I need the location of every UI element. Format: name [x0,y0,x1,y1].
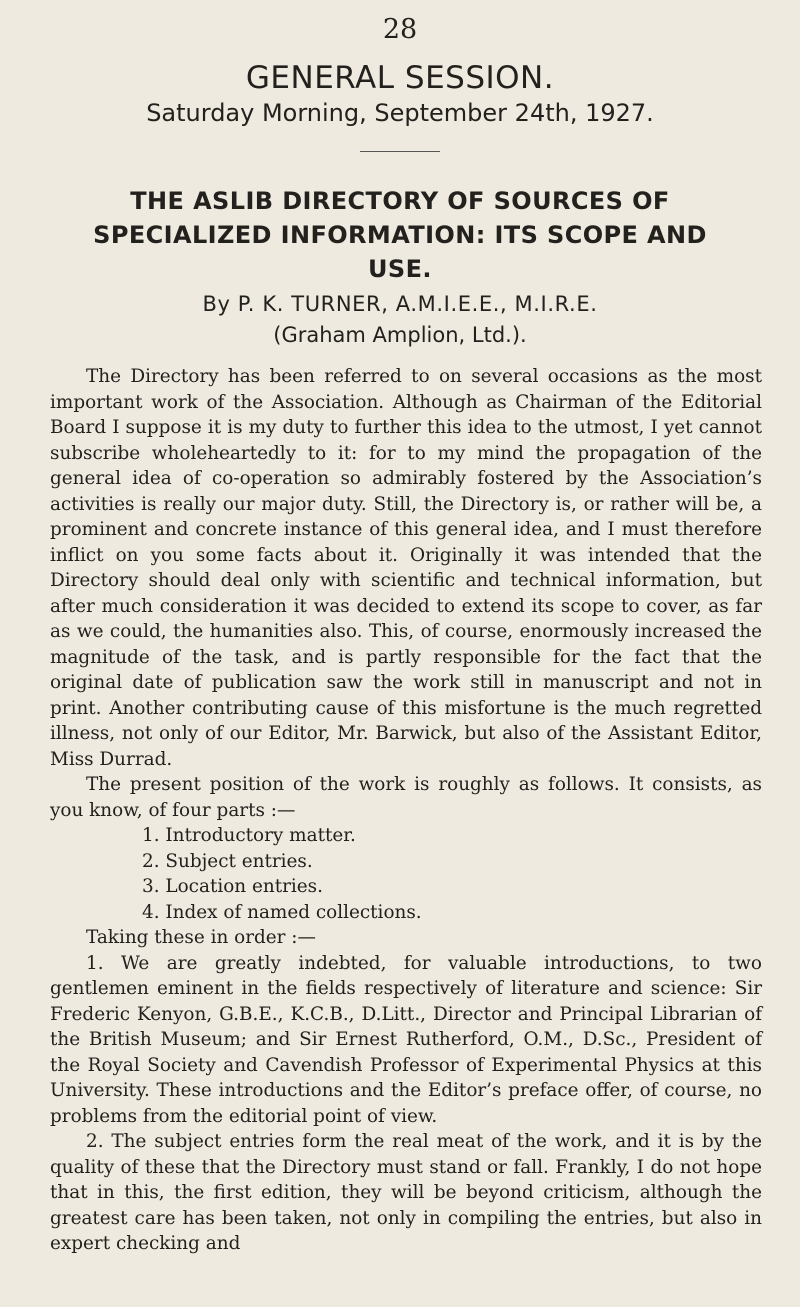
article-title: THE ASLIB DIRECTORY OF SOURCES OF SPECIALIZED INFORMATION: ITS SCOPE AND USE. [93,187,707,283]
list-item: 3. Location entries. [142,876,323,897]
list-item: 4. Index of named collections. [142,901,422,923]
author-byline: By P. K. TURNER, A.M.I.E.E., M.I.R.E. [202,292,598,316]
paragraph-subject-entries: 2. The subject entries form the real meat of the work, and it is by the quality of these that the Directory must stand or fall. Frankly, I do not hope that in this, the first edition, they will be beyond criticism, although the greatest care has been taken, not only in compiling the entries, but also in expert checking and [50,1131,762,1254]
list-item: 2. Subject entries. [142,850,313,872]
article-body [50,364,762,1257]
page-number: 28 [382,14,418,45]
paragraph-introductions: 1. We are greatly indebted, for valuable introductions, to two gentlemen eminent in the fields respectively of literature and science: Sir Frederic Kenyon, G.B.E., K.C.B., D.Litt., Director and Principal Librarian of the British Museum; and Sir Ernest Rutherford, O.M., D.Sc., President of the Royal Society and Cavendish Professor of Experimental Physics at this University. These introductions and the Editor’s preface offer, of course, no problems from the editorial point of view. [50,952,762,1127]
author-affiliation: (Graham Amplion, Ltd.). [273,323,527,347]
paragraph-intro: The Directory has been referred to on several occasions as the most important work of the Association. Although as Chairman of the Editorial Board I suppose it is my duty to further this idea to the utmost, I yet cannot subscribe wholeheartedly to it: for to my mind the propagation of the general idea of co-operation so admirably fostered by the Association’s activities is really our major duty. Still, the Directory is, or rather will be, a prominent and concrete instance of this general idea, and I must therefore inflict on you some facts about it. Originally it was intended that the Directory should deal only with scientific and technical information, but after much consideration it was decided to extend its scope to cover, as far as we could, the humanities also. This, of course, enormously increased the magnitude of the task, and is partly responsible for the fact that the original date of publication saw the work still in manuscript and not in print. Another contributing cause of this misfortune is the much regretted illness, not only of our Editor, Mr. Barwick, but also of the Assistant Editor, Miss Durrad. [50,366,762,770]
paragraph-position: The present position of the work is roughly as follows. It consists, as you know, of four parts :— [50,774,762,821]
session-title: GENERAL SESSION. [245,60,555,96]
list-item: 1. Introductory matter. [142,825,356,846]
title-divider [360,151,440,152]
session-date: Saturday Morning, September 24th, 1927. [146,99,654,127]
parts-list [50,823,762,925]
paragraph-order: Taking these in order :— [86,927,316,948]
